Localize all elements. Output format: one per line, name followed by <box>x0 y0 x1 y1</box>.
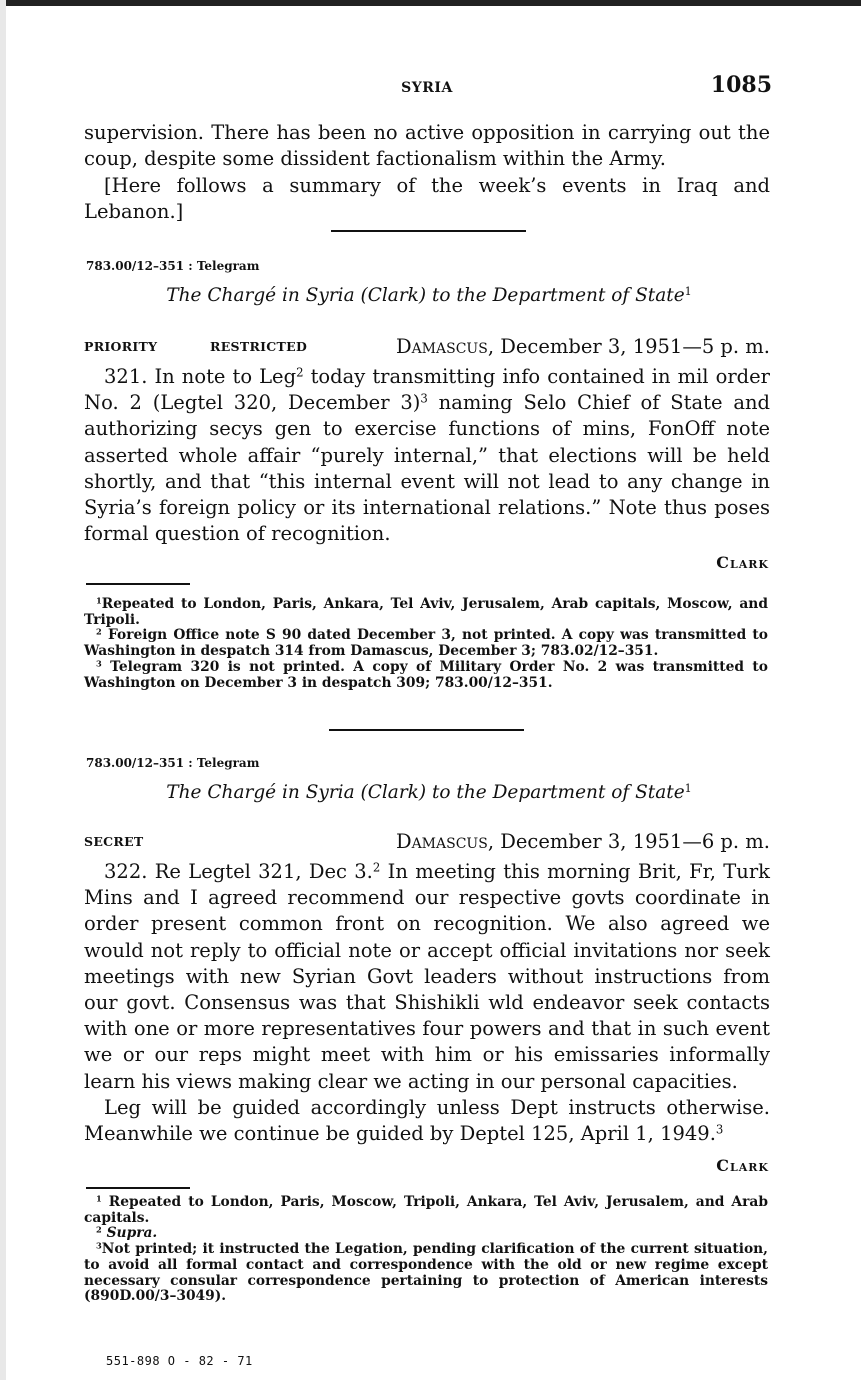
signature-text: Clark <box>716 553 769 572</box>
footnote-marker: 2 <box>372 860 381 875</box>
telegram-text: Leg will be guided accordingly unless Dept instructs otherwise. Meanwhile we continue be guided by Deptel 125, April 1, 1949. <box>84 1096 770 1146</box>
telegram-body-continued <box>84 1095 770 1147</box>
footnote-number: 3 <box>96 658 102 669</box>
footnote <box>84 597 768 628</box>
document-title-text: The Chargé in Syria (Clark) to the Department of State <box>166 285 685 306</box>
editorial-note: [Here follows a summary of the week’s events in Iraq and Lebanon.] <box>84 174 770 224</box>
document-title <box>84 782 774 803</box>
document-title <box>84 285 774 306</box>
dateline-row <box>84 830 770 858</box>
page-header <box>82 72 772 108</box>
dateline <box>396 335 770 358</box>
footnotes <box>84 597 768 691</box>
footnote <box>84 1195 768 1226</box>
intro-paragraph: supervision. There has been no active opposition in carrying out the coup, despite some dissident factionalism within the Army. <box>84 121 770 171</box>
footnote-text: Repeated to London, Paris, Ankara, Tel Aviv, Jerusalem, Arab capitals, Moscow, and Tripoli. <box>84 596 768 628</box>
footnote-number: 3 <box>96 1240 102 1251</box>
document-title-text: The Chargé in Syria (Clark) to the Department of State <box>166 782 685 803</box>
footnote-marker: 1 <box>684 781 692 795</box>
footnote-text: Supra. <box>106 1225 158 1242</box>
footnote <box>84 628 768 659</box>
footnote-text: Repeated to London, Paris, Moscow, Tripoli, Ankara, Tel Aviv, Jerusalem, and Arab capitals. <box>84 1194 768 1226</box>
dateline-date: , December 3, 1951—5 p. m. <box>487 335 770 358</box>
footnote <box>84 1242 768 1305</box>
footnote-number: 2 <box>96 626 102 637</box>
scan-top-edge <box>0 0 861 6</box>
footnote-text: Telegram 320 is not printed. A copy of Military Order No. 2 was transmitted to Washington on December 3 in despatch 309; 783.00/12–351. <box>84 658 768 691</box>
signature-text: Clark <box>716 1156 769 1175</box>
telegram-body <box>84 859 770 1095</box>
telegram-text: today transmitting info contained in mil order No. 2 (Legtel 320, December 3) <box>84 365 770 415</box>
file-reference: 783.00/12–351 : Telegram <box>86 756 260 770</box>
telegram-body <box>84 364 770 547</box>
footnote-marker: 2 <box>296 365 304 380</box>
classification-restricted: RESTRICTED <box>210 339 308 354</box>
dateline-place: Damascus <box>395 830 488 853</box>
page-number: 1085 <box>710 72 772 98</box>
footnote-text: Not printed; it instructed the Legation, pending clarification of the current situation, to avoid all formal contact and correspondence with the old or new regime except necessary consular correspondence pertaining to protection of American interests (890D.00/3–3049). <box>84 1241 768 1305</box>
classification-priority: PRIORITY <box>84 339 158 354</box>
telegram-text: naming Selo Chief of State and authorizing secys gen to exercise functions of mins, FonOff note asserted whole affair “purely internal,” that elections will be held shortly, and that “this internal event will not lead to any change in Syria’s foreign policy or its international relations.” Note thus poses formal question of recognition. <box>84 391 770 546</box>
footnote-number: 1 <box>96 595 102 606</box>
footnote <box>84 660 768 691</box>
file-reference: 783.00/12–351 : Telegram <box>86 259 260 273</box>
footnote <box>84 1226 768 1242</box>
dateline-place: Damascus <box>395 335 488 358</box>
running-title: SYRIA <box>401 80 453 96</box>
footnotes <box>84 1195 768 1305</box>
footnote-number: 1 <box>96 1193 102 1204</box>
dateline-date: , December 3, 1951—6 p. m. <box>487 830 770 853</box>
footnote-marker: 3 <box>420 391 428 406</box>
footnote-marker: 1 <box>684 284 692 298</box>
dateline <box>396 830 770 853</box>
classification-secret: SECRET <box>84 834 144 849</box>
print-code: 551-898 O - 82 - 71 <box>106 1354 253 1368</box>
telegram-text: 321. In note to Leg <box>104 365 297 388</box>
footnote-rule <box>86 1187 190 1189</box>
footnote-marker: 3 <box>715 1122 724 1137</box>
telegram-text: 322. Re Legtel 321, Dec 3. <box>104 860 373 883</box>
telegram-text: In meeting this morning Brit, Fr, Turk Mins and I agreed recommend our respective govts coordinate in order present common front on recognition. We also agreed we would not reply to official note or accept official invitations nor seek meetings with new Syrian Govt leaders without instructions from our govt. Consensus was that Shishikli wld endeavor seek contacts with one or more representatives four powers and that in such event we or our reps might meet with him or his emissaries informally learn his views making clear we acting in our personal capacities. <box>84 860 770 1093</box>
signature <box>716 553 769 572</box>
section-divider <box>329 729 524 731</box>
dateline-row <box>84 335 770 363</box>
footnote-rule <box>86 583 190 585</box>
scan-left-edge <box>0 0 6 1380</box>
section-divider <box>331 230 526 232</box>
footnote-text: Foreign Office note S 90 dated December 3, not printed. A copy was transmitted to Washington in despatch 314 from Damascus, December 3; 783.02/12–351. <box>84 627 768 660</box>
footnote-number: 2 <box>96 1224 102 1235</box>
signature <box>716 1156 769 1175</box>
